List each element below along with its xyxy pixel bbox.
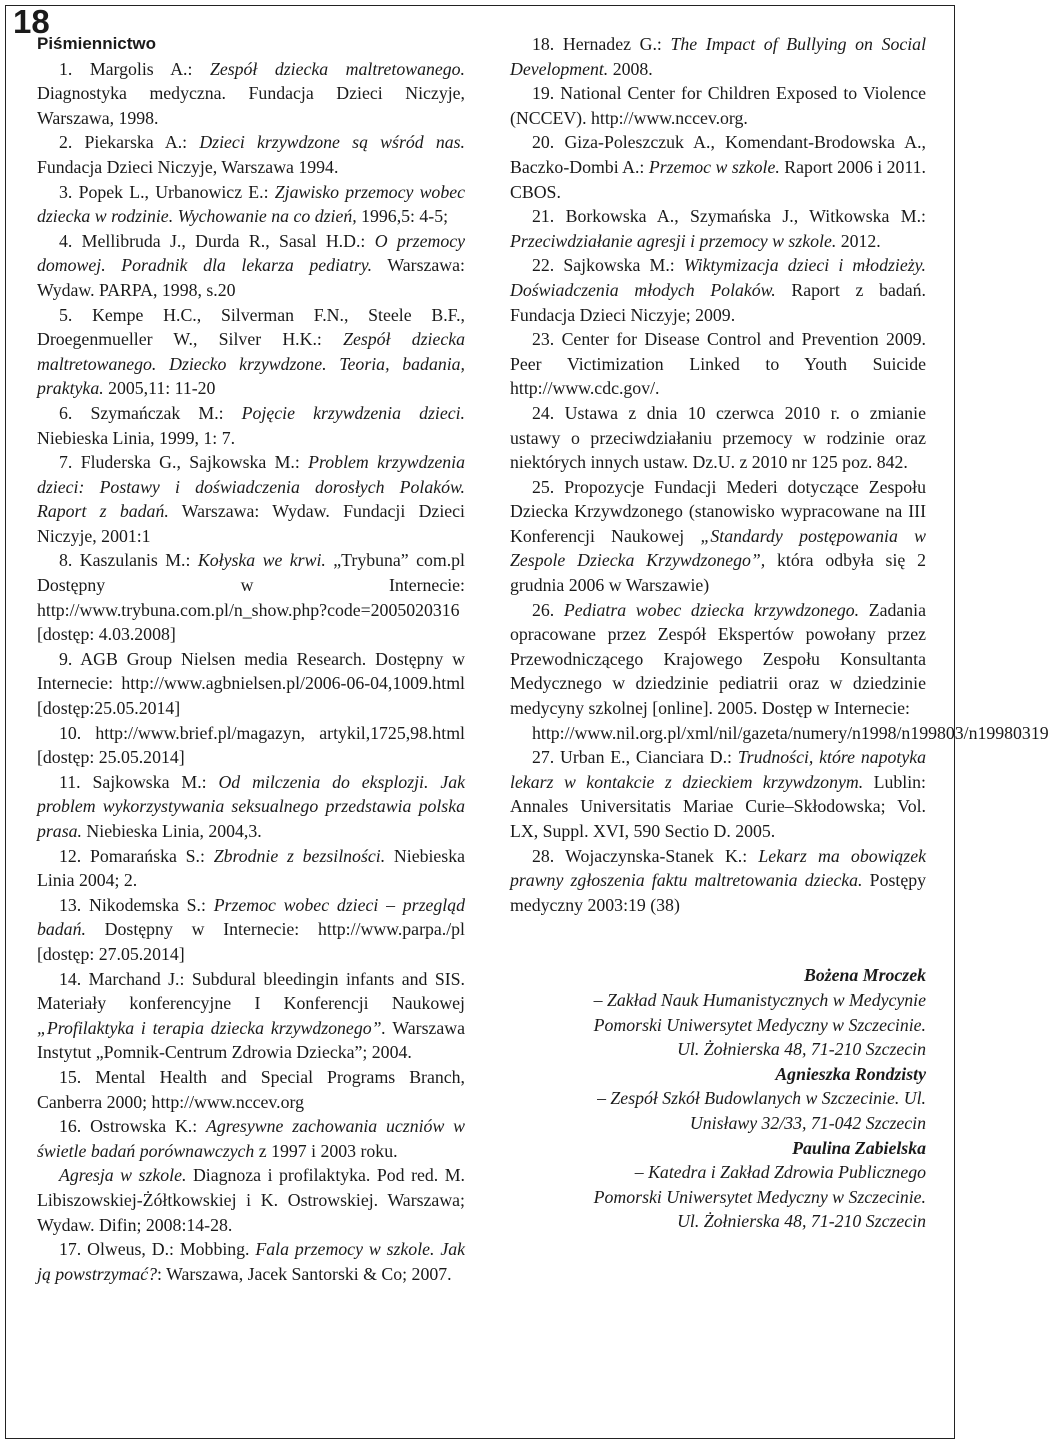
reference-text: Mellibruda J., Durda R., Sasal H.D.: — [81, 230, 375, 251]
reference-number: 1. — [59, 58, 90, 79]
reference-text: http://www.brief.pl/magazyn, artykil,1725,98.html [dostęp: 25.05.2014] — [37, 722, 465, 768]
reference-title: Kołyska we krwi. — [197, 550, 326, 571]
reference-title: Lekarz ma obowiązek prawny zgłoszenia faktu maltretowania dziecka. — [510, 845, 926, 891]
reference-number: 21. — [532, 206, 566, 227]
reference-text: która odbyła się 2 grudnia 2006 w Warszawie) — [510, 550, 926, 596]
reference-title: The Impact of Bullying on Social Development. — [510, 34, 927, 79]
reference-text: Ostrowska K.: — [90, 1116, 207, 1137]
reference-number: 26. — [532, 599, 564, 620]
reference-item — [510, 598, 926, 721]
reference-item — [37, 401, 465, 450]
reference-text: Olweus, D.: Mobbing. — [87, 1239, 256, 1260]
reference-title: „Standardy postępowania w Zespole Dziecka Krzywdzonego”, — [510, 525, 926, 571]
reference-text: Marchand J.: Subdural bleedingin infants and SIS. Materiały konferencyjne I Konferencji Naukowej — [37, 968, 465, 1014]
reference-text: Lublin: Annales Universitatis Mariae Curie–Skłodowska; Vol. LX, Suppl. XVI, 590 Sectio D. 2005. — [510, 771, 926, 841]
reference-text: Warszawa: Wydaw. PARPA, 1998, s.20 — [37, 255, 465, 300]
reference-text: 2008. — [608, 58, 653, 79]
reference-number: 24. — [532, 402, 565, 423]
reference-text: Center for Disease Control and Prevention 2009. Peer Victimization Linked to Youth Suicide http://www.cdc.gov/. — [510, 329, 927, 399]
reference-title: Dzieci krzywdzone są wśród nas. — [199, 132, 466, 153]
reference-item — [37, 893, 465, 967]
reference-text: „Trybuna” com.pl Dostępny w Internecie: http://www.trybuna.com.pl/n_show.php?code=2005020316 [dostęp: 4.03.2008] — [37, 550, 465, 645]
reference-text: Borkowska A., Szymańska J., Witkowska M.: — [565, 206, 926, 227]
reference-text: Diagnoza i profilaktyka. Pod red. M. Libiszowskiej-Żółtkowskiej i K. Ostrowskiej. Warszawa; Wydaw. Difin; 2008:14-28. — [37, 1165, 465, 1235]
reference-text: Wojaczynska-Stanek K.: — [565, 845, 759, 866]
reference-item — [510, 81, 926, 130]
reference-title: „Profilaktyka i terapia dziecka krzywdzonego”. — [37, 1017, 386, 1038]
reference-text: 2005,11: 11-20 — [103, 378, 216, 399]
reference-text: Fundacja Dzieci Niczyje, Warszawa 1994. — [37, 156, 339, 177]
reference-item — [510, 745, 926, 843]
author-name: Bożena Mroczek — [803, 965, 926, 986]
reference-number: 7. — [59, 452, 81, 473]
right-column — [510, 32, 1049, 1234]
reference-text: Kaszulanis M.: — [79, 550, 198, 571]
author-affiliation: – Zakład Nauk Humanistycznych w Medycynie — [593, 989, 926, 1010]
reference-number: 3. — [59, 181, 79, 202]
reference-text: AGB Group Nielsen media Research. Dostępny w Internecie: http://www.agbnielsen.pl/2006-06-04,1009.html [dostęp:25.05.2014] — [37, 648, 465, 719]
reference-text: 1996,5: 4-5; — [356, 206, 449, 227]
reference-text: National Center for Children Exposed to Violence (NCCEV). http://www.nccev.org. — [510, 83, 926, 128]
reference-text: Nikodemska S.: — [89, 894, 214, 915]
reference-item — [37, 1114, 465, 1163]
reference-item — [37, 180, 465, 229]
reference-item — [37, 57, 465, 131]
reference-title: Przeciwdziałanie agresji i przemocy w szkole. — [510, 230, 837, 251]
reference-text: Kempe H.C., Silverman F.N., Steele B.F., Droegenmueller W., Silver H.K.: — [37, 304, 465, 350]
reference-text: Popek L., Urbanowicz E.: — [78, 181, 275, 202]
reference-item — [37, 229, 465, 303]
reference-number: 2. — [59, 132, 85, 153]
reference-title: Fala przemocy w szkole. Jak ją powstrzymać? — [37, 1239, 466, 1284]
reference-text: Postępy medyczny 2003:19 (38) — [510, 870, 926, 915]
reference-text: Warszawa: Wydaw. Fundacji Dzieci Niczyje, 2001:1 — [37, 501, 465, 546]
page-number: 18 — [13, 3, 50, 40]
reference-text: Niebieska Linia, 1999, 1: 7. — [37, 427, 236, 448]
reference-title: Agresja w szkole. — [59, 1165, 187, 1186]
reference-title: Wiktymizacja dzieci i młodzieży. Doświadczenia młodych Polaków. — [510, 255, 926, 300]
authors-block — [510, 963, 926, 1234]
reference-text: Diagnostyka medyczna. Fundacja Dzieci Niczyje, Warszawa, 1998. — [37, 83, 465, 128]
author-affiliation: Ul. Żołnierska 48, 71-210 Szczecin — [677, 1039, 926, 1060]
reference-item — [510, 204, 926, 253]
author-affiliation: – Katedra i Zakład Zdrowia Publicznego — [634, 1162, 926, 1183]
reference-number: 20. — [532, 132, 565, 153]
reference-text: Szymańczak M.: — [90, 402, 242, 423]
author-affiliation: – Zespół Szkół Budowlanych w Szczecinie. Ul. — [597, 1088, 926, 1109]
reference-title: Od milczenia do eksplozji. Jak problem wykorzystywania seksualnego przedstawia polska prasa. — [37, 771, 465, 841]
reference-number: 14. — [59, 968, 89, 989]
reference-text: Hernadez G.: — [562, 34, 671, 54]
section-heading: Piśmiennictwo — [37, 34, 157, 53]
reference-text: Dostępny w Internecie: http://www.parpa./pl [dostęp: 27.05.2014] — [37, 919, 465, 964]
reference-text: Raport 2006 i 2011. CBOS. — [510, 156, 926, 202]
reference-text: Mental Health and Special Programs Branch, Canberra 2000; http://www.nccev.org — [37, 1066, 465, 1112]
reference-number: 19. — [532, 83, 561, 104]
reference-number: 15. — [59, 1066, 96, 1087]
reference-number: 11. — [59, 771, 93, 792]
reference-item — [510, 721, 1049, 746]
reference-number: 6. — [59, 402, 91, 423]
reference-text: Sajkowska M.: — [92, 771, 219, 792]
reference-item — [510, 475, 926, 598]
reference-title: Zbrodnie z bezsilności. — [213, 845, 386, 866]
reference-number: 10. — [59, 722, 96, 743]
reference-text: Margolis A.: — [89, 58, 210, 79]
reference-title: Zespół dziecka maltretowanego. — [209, 58, 465, 79]
left-column — [37, 32, 465, 1286]
reference-title: Przemoc w szkole. — [648, 156, 780, 177]
reference-title: Zespół dziecka maltretowanego. Dziecko krzywdzone. Teoria, badania, praktyka. — [37, 329, 466, 399]
reference-number: 25. — [532, 476, 565, 497]
reference-number: 4. — [59, 230, 82, 251]
reference-text: Zadania opracowane przez Zespół Ekspertów powołany przez Przewodniczącego Krajowego Zespołu Konsultanta Medycznego w dziedzinie pediatrii oraz w dziedzinie medycyny szkolnej [online]. 2005. Dostęp w Internecie: — [510, 599, 927, 719]
reference-title: Problem krzywdzenia dzieci: Postawy i doświadczenia dorosłych Polaków. Raport z badań. — [37, 452, 465, 522]
reference-text: Raport z badań. Fundacja Dzieci Niczyje; 2009. — [510, 279, 926, 325]
author-affiliation: Ul. Żołnierska 48, 71-210 Szczecin — [677, 1211, 926, 1232]
reference-text: http://www.nil.org.pl/xml/nil/gazeta/numery/n1998/n199803/n19980319 — [532, 722, 1049, 743]
reference-number: 5. — [59, 304, 93, 325]
reference-number: 17. — [59, 1239, 88, 1260]
left-reference-list — [37, 57, 465, 1287]
reference-item — [37, 130, 465, 179]
reference-title: Trudności, które napotyka lekarz w kontakcie z dzieckiem krzywdzonym. — [510, 747, 927, 792]
reference-item — [37, 1065, 465, 1114]
reference-title: Agresywne zachowania uczniów w świetle badań porównawczych — [37, 1116, 465, 1161]
reference-item — [37, 548, 465, 646]
reference-text: Piekarska A.: — [84, 132, 200, 153]
reference-text: Propozycje Fundacji Mederi dotyczące Zespołu Dziecka Krzywdzonego (stanowisko wypracowane na III Konferencji Naukowej — [510, 476, 927, 546]
reference-number: 9. — [59, 648, 81, 669]
reference-title: Przemoc wobec dzieci – przegląd badań. — [37, 894, 465, 940]
reference-item — [37, 721, 465, 770]
reference-text: Niebieska Linia 2004; 2. — [37, 845, 466, 891]
reference-text: Pomarańska S.: — [89, 845, 214, 866]
reference-text: Fluderska G., Sajkowska M.: — [80, 452, 309, 473]
reference-title: Pojęcie krzywdzenia dzieci. — [241, 402, 465, 423]
reference-item — [510, 401, 926, 475]
reference-item — [37, 303, 465, 401]
author-name: Paulina Zabielska — [792, 1137, 926, 1158]
reference-item — [510, 130, 926, 204]
reference-number: 18. — [532, 34, 563, 54]
reference-title: Zjawisko przemocy wobec dziecka w rodzinie. Wychowanie na co dzień, — [37, 181, 465, 227]
reference-number: 8. — [59, 550, 80, 571]
reference-number: 28. — [532, 845, 566, 866]
reference-item — [510, 844, 926, 918]
reference-item — [37, 967, 465, 1065]
reference-text: Ustawa z dnia 10 czerwca 2010 r. o zmianie ustawy o przeciwdziałaniu przemocy w rodzinie oraz niektórych innych ustaw. Dz.U. z 2010 nr 125 poz. 842. — [510, 402, 927, 473]
reference-item — [510, 32, 926, 81]
reference-number: 16. — [59, 1116, 91, 1137]
reference-title: O przemocy domowej. Poradnik dla lekarza pediatry. — [37, 230, 465, 276]
reference-text: Niebieska Linia, 2004,3. — [81, 821, 262, 841]
reference-text: Urban E., Cianciara D.: — [560, 747, 738, 768]
reference-number: 13. — [59, 894, 89, 915]
reference-title: Pediatra wobec dziecka krzywdzonego. — [563, 599, 860, 620]
reference-text: 2012. — [836, 230, 881, 251]
reference-text: Warszawa Instytut „Pomnik-Centrum Zdrowia Dziecka”; 2004. — [37, 1017, 466, 1063]
reference-item — [37, 647, 465, 721]
right-reference-list — [510, 32, 1049, 917]
reference-item — [510, 253, 926, 327]
author-name: Agnieszka Rondzisty — [775, 1063, 926, 1084]
reference-item — [37, 1237, 465, 1286]
reference-item — [510, 327, 926, 401]
reference-text: Sajkowska M.: — [563, 255, 684, 276]
reference-text: z 1997 i 2003 roku. — [254, 1140, 398, 1161]
reference-item — [37, 844, 465, 893]
reference-number: 27. — [532, 747, 561, 768]
reference-item — [37, 450, 465, 548]
reference-number: 23. — [532, 329, 562, 350]
author-affiliation: Unisławy 32/33, 71-042 Szczecin — [689, 1112, 926, 1133]
reference-number: 12. — [59, 845, 90, 866]
reference-text: : Warszawa, Jacek Santorski & Co; 2007. — [157, 1263, 452, 1284]
author-affiliation: Pomorski Uniwersytet Medyczny w Szczecinie. — [593, 1186, 926, 1207]
reference-item — [37, 1163, 465, 1237]
reference-text: Giza-Poleszczuk A., Komendant-Brodowska A., Baczko-Dombi A.: — [510, 132, 926, 177]
reference-number: 22. — [532, 255, 564, 276]
reference-item — [37, 770, 465, 844]
author-affiliation: Pomorski Uniwersytet Medyczny w Szczecinie. — [593, 1014, 926, 1035]
